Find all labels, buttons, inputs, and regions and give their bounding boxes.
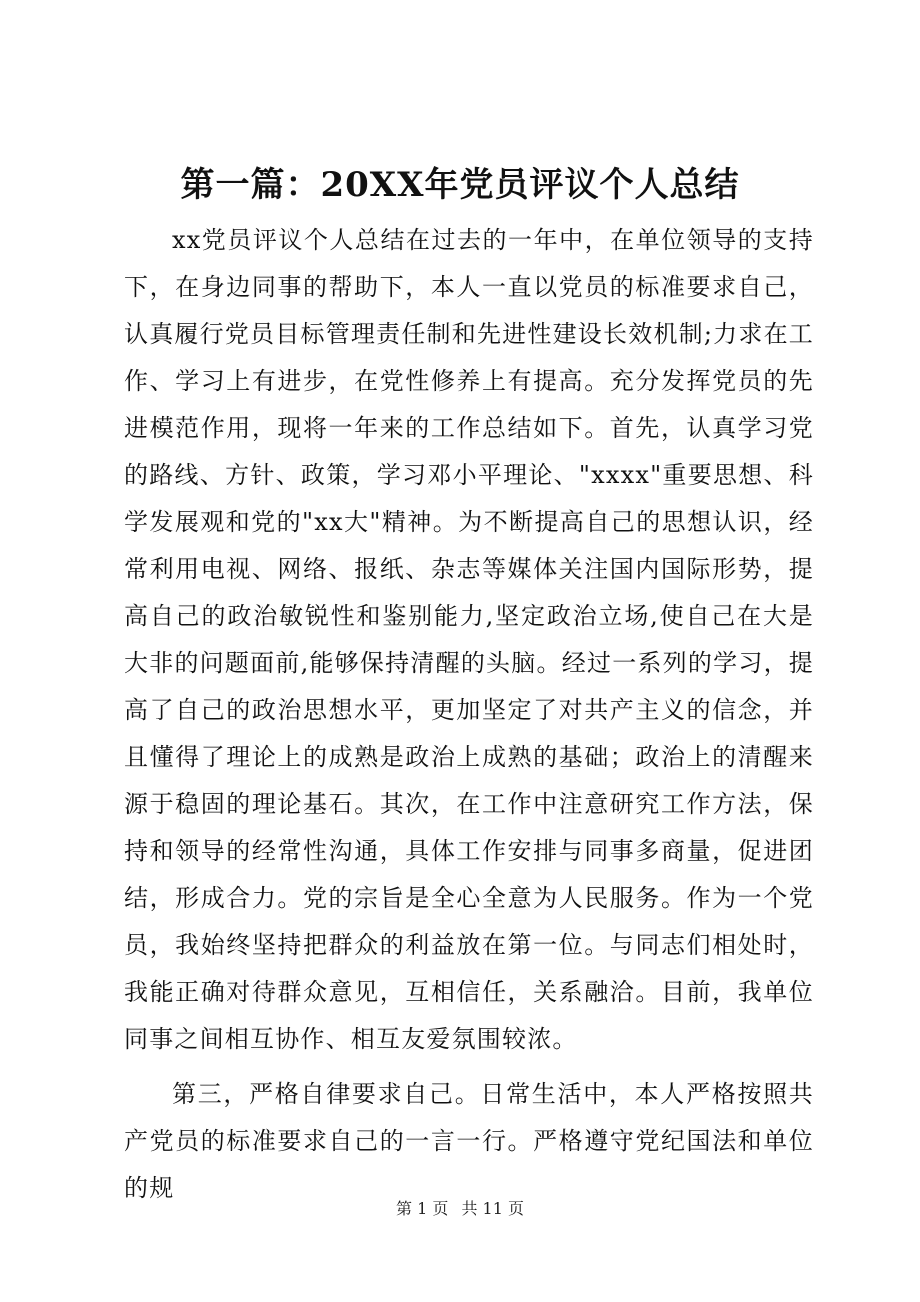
- paragraph-summary: xx党员评议个人总结在过去的一年中，在单位领导的支持下，在身边同事的帮助下，本人一直以党员的标准要求自己，认真履行党员目标管理责任制和先进性建设长效机制;力求在工作、学习上有进步，在党性修养上有提高。充分发挥党员的先进模范作用，现将一年来的工作总结如下。首先，认真学习党的路线、方针、政策，学习邓小平理论、"xxxx"重要思想、科学发展观和党的"xx大"精神。为不断提高自己的思想认识，经常利用电视、网络、报纸、杂志等媒体关注国内国际形势，提高自己的政治敏锐性和鉴别能力,坚定政治立场,使自己在大是大非的问题面前,能够保持清醒的头脑。经过一系列的学习，提高了自己的政治思想水平，更加坚定了对共产主义的信念，并且懂得了理论上的成熟是政治上成熟的基础；政治上的清醒来源于稳固的理论基石。其次，在工作中注意研究工作方法，保持和领导的经常性沟通，具体工作安排与同事多商量，促进团结，形成合力。党的宗旨是全心全意为人民服务。作为一个党员，我始终坚持把群众的利益放在第一位。与同志们相处时，我能正确对待群众意见，互相信任，关系融洽。目前，我单位同事之间相互协作、相互友爱氛围较浓。: [124, 226, 814, 1053]
- document-body: [124, 217, 814, 1212]
- page-total: 共 11 页: [461, 1199, 524, 1218]
- page-footer: [0, 1197, 920, 1221]
- paragraph-third-point: 第三，严格自律要求自己。日常生活中，本人严格按照共产党员的标准要求自己的一言一行。严格遵守党纪国法和单位的规: [124, 1080, 814, 1202]
- document-title: 第一篇：20XX年党员评议个人总结: [180, 165, 740, 205]
- page-number: 第 1 页: [396, 1199, 449, 1218]
